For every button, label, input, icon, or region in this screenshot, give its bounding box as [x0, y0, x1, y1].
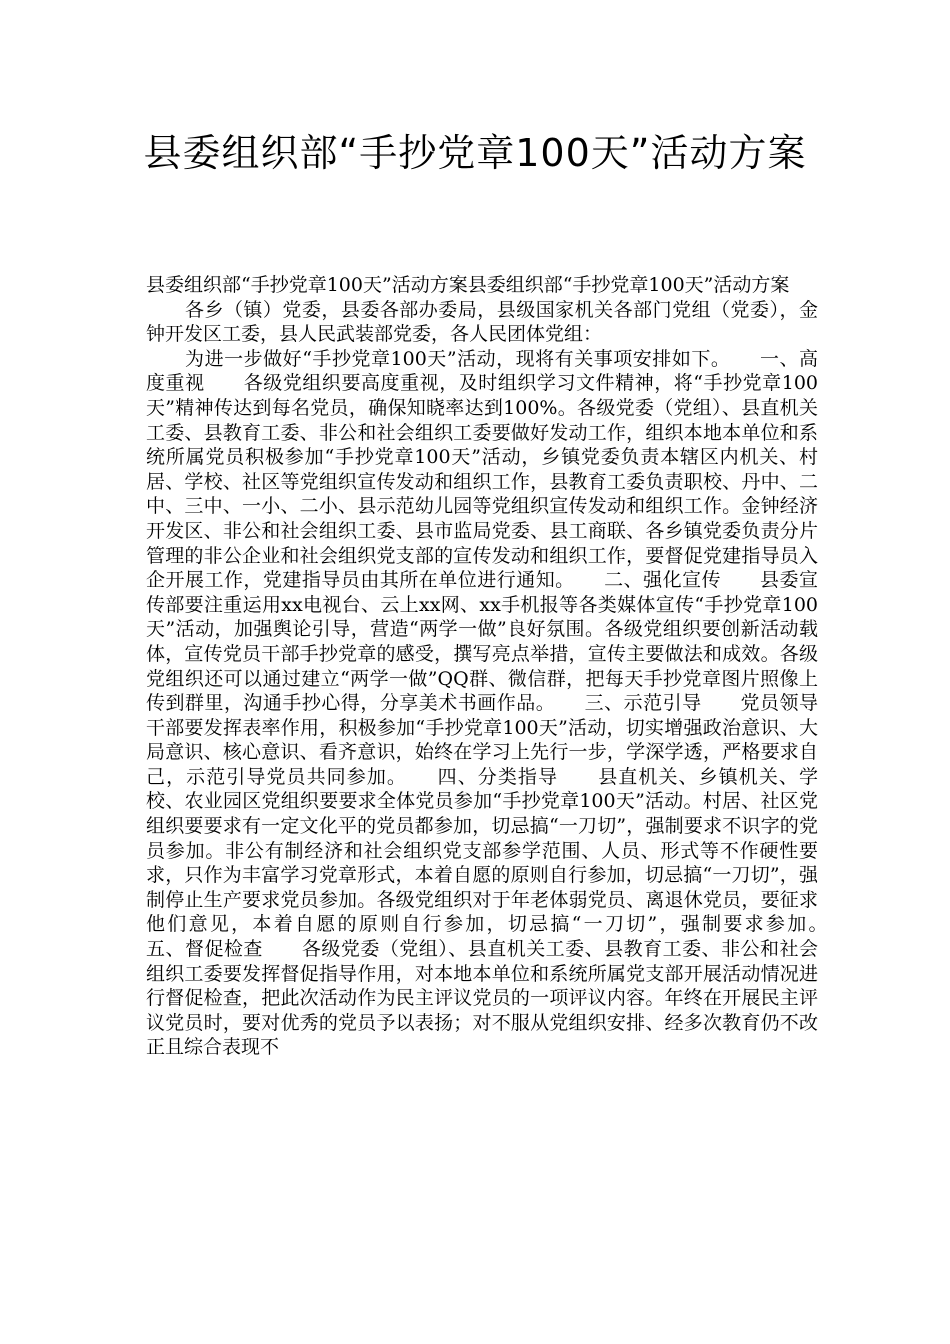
document-body: [146, 273, 857, 1060]
body-paragraph-heading-line: 县委组织部“手抄党章100天”活动方案县委组织部“手抄党章100天”活动方案: [146, 274, 790, 296]
body-paragraph-addressees: 各乡（镇）党委，县委各部办委局，县级国家机关各部门党组（党委），金钟开发区工委，县人民武装部党委，各人民团体党组：: [146, 298, 818, 346]
document-title: 县委组织部“手抄党章100天”活动方案: [143, 131, 807, 175]
body-paragraph-main: 为进一步做好“手抄党章100天”活动，现将有关事项安排如下。 一、高度重视 各级党组织要高度重视，及时组织学习文件精神，将“手抄党章100天”精神传达到每名党员，确保知晓率达到100%。各级党委（党组）、县直机关工委、县教育工委、非公和社会组织工委要做好发动工作，组织本地本单位和系统所属党员积极参加“手抄党章100天”活动，乡镇党委负责本辖区内机关、村居、学校、社区等党组织宣传发动和组织工作，县教育工委负责职校、丹中、二中、三中、一小、二小、县示范幼儿园等党组织宣传发动和组织工作。金钟经济开发区、非公和社会组织工委、县市监局党委、县工商联、各乡镇党委负责分片管理的非公企业和社会组织党支部的宣传发动和组织工作，要督促党建指导员入企开展工作，党建指导员由其所在单位进行通知。 二、强化宣传 县委宣传部要注重运用xx电视台、云上xx网、xx手机报等各类媒体宣传“手抄党章100天”活动，加强舆论引导，营造“两学一做”良好氛围。各级党组织要创新活动载体，宣传党员干部手抄党章的感受，撰写亮点举措，宣传主要做法和成效。各级党组织还可以通过建立“两学一做”QQ群、微信群，把每天手抄党章图片照像上传到群里，沟通手抄心得，分享美术书画作品。 三、示范引导 党员领导干部要发挥表率作用，积极参加“手抄党章100天”活动，切实增强政治意识、大局意识、核心意识、看齐意识，始终在学习上先行一步，学深学透，严格要求自己，示范引导党员共同参加。 四、分类指导 县直机关、乡镇机关、学校、农业园区党组织要要求全体党员参加“手抄党章100天”活动。村居、社区党组织要要求有一定文化平的党员都参加，切忌搞“一刀切”，强制要求不识字的党员参加。非公有制经济和社会组织党支部参学范围、人员、形式等不作硬性要求，只作为丰富学习党章形式，本着自愿的原则自行参加，切忌搞“一刀切”，强制停止生产要求党员参加。各级党组织对于年老体弱党员、离退休党员，要征求他们意见，本着自愿的原则自行参加，切忌搞“一刀切”，强制要求参加。 五、督促检查 各级党委（党组）、县直机关工委、县教育工委、非公和社会组织工委要发挥督促指导作用，对本地本单位和系统所属党支部开展活动情况进行督促检查，把此次活动作为民主评议党员的一项评议内容。年终在开展民主评议党员时，要对优秀的党员予以表扬；对不服从党组织安排、经多次教育仍不改正且综合表现不: [146, 347, 857, 1059]
